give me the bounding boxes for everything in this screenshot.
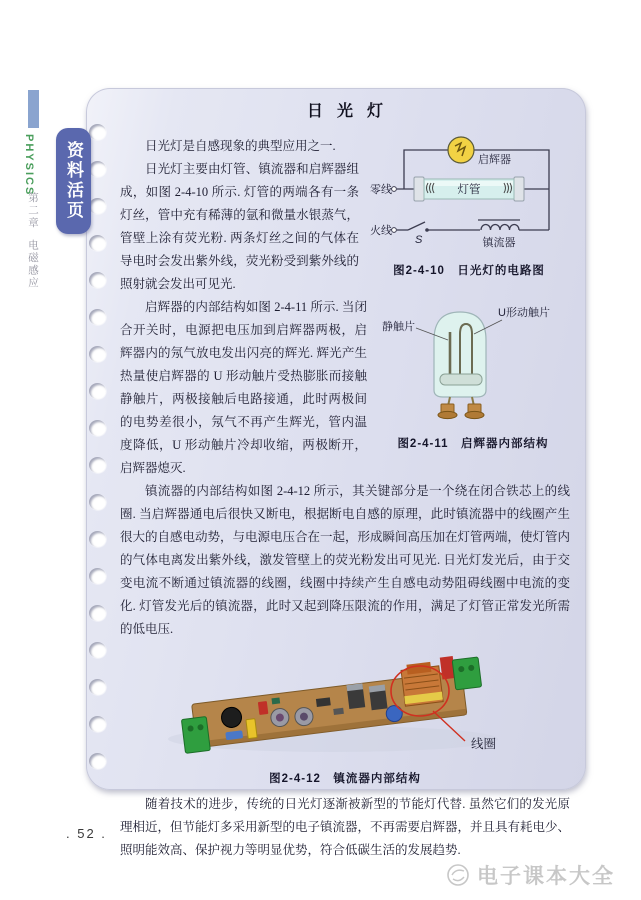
binder-hole [89, 753, 106, 769]
left-pin-base [438, 411, 457, 418]
figure-caption-starter: 图2-4-11 启辉器内部结构 [397, 438, 549, 450]
binder-hole [89, 568, 106, 584]
figure-ballast-structure [153, 647, 537, 791]
ballast-coil-symbol [481, 225, 519, 231]
tube-right-cap [514, 177, 524, 201]
sidebar-blue-bar [28, 90, 39, 128]
moving-contact-label: U形动触片 [498, 307, 550, 319]
material-page-tab [56, 128, 91, 234]
paragraph-energy-saving: 随着技术的进步，传统的日光灯逐渐被新型的节能灯代替. 虽然它们的发光原理相近，但节能灯多采用新型的电子镇流器，不再需要启辉器，并且具有耗电少、照明能效高、保护视力等明显优势，符合低碳生活的发展趋势. [120, 797, 571, 857]
left-terminal-block [181, 717, 210, 754]
yellow-capacitor [246, 719, 257, 739]
figure-circuit-diagram [368, 135, 570, 283]
watermark-text: 电子课本大全 [477, 865, 615, 888]
coil-label: 线圈 [471, 737, 497, 751]
small-part [271, 697, 280, 704]
binder-hole [89, 531, 106, 547]
site-watermark [445, 860, 615, 890]
page-content [120, 94, 570, 862]
chapter-title: 电磁感应 [27, 239, 39, 290]
binder-hole [89, 235, 106, 251]
tube-label: 灯管 [457, 184, 481, 196]
binder-hole [89, 679, 106, 695]
ballast-pcb-photo [153, 647, 537, 759]
paragraph-starter: 启辉器的内部结构如图 2-4-11 所示. 当闭合开关时，电源把电压加到启辉器两极，启辉器内的氖气放电发出闪亮的辉光. 辉光产生热量使启辉器的 U 形动触片受热膨胀而接触静触片，两极接触后电路接通，此时两极间的电势差很小，氖气不再产生辉光，管内温度降低，U 形动触片冷却收缩，两极断开，启辉器熄灭. [120, 300, 367, 475]
page-title: 日光灯 [306, 103, 397, 120]
binder-hole [89, 457, 106, 473]
binder-hole [89, 161, 106, 177]
binder-hole [89, 716, 106, 732]
binder-hole [89, 346, 106, 362]
starter-label: 启辉器 [478, 154, 511, 166]
live-wire-label: 火线 [370, 225, 392, 237]
switch-contact [425, 228, 429, 232]
material-page-tab-label: 资料活页 [64, 141, 83, 221]
paragraph-ballast: 镇流器的内部结构如图 2-4-12 所示，其关键部分是一个绕在闭合铁芯上的线圈. 当启辉器通电后很快又断电，根据断电自感的原理，此时镇流器中的线圈产生很大的自感电动势，与电源电压合在一起，形成瞬间高压加在灯管两端，使灯管内的气体电离发出紫外线，激发管壁上的荧光粉发出可见光. 日光灯发光后，由于交变电流不断通过镇流器的线圈，线圈中持续产生自感电动势阻碍线圈中电流的变化. 灯管发光后的镇流器，此时又起到降压限流的作用，满足了灯管正常发光所需的低电压. [120, 484, 571, 636]
chapter-label [26, 192, 41, 290]
watermark-logo-icon [445, 862, 471, 888]
tube-left-cap [414, 177, 424, 201]
static-contact-label: 静触片 [382, 321, 415, 333]
small-part [316, 697, 331, 707]
chapter-number: 第二章 [27, 192, 39, 230]
series-label: PHYSICS [23, 134, 35, 197]
neutral-wire-label: 零线 [370, 184, 392, 196]
binder-holes [89, 124, 106, 769]
figure-starter-structure [376, 300, 570, 456]
small-part [333, 708, 344, 715]
paragraph-intro: 日光灯是自感现象的典型应用之一. [145, 139, 336, 153]
live-terminal [392, 228, 397, 233]
binder-hole [89, 383, 106, 399]
binder-hole [89, 494, 106, 510]
binder-hole [89, 272, 106, 288]
electrode-base-band [440, 374, 482, 385]
figure-caption-ballast: 图2-4-12 镇流器内部结构 [269, 773, 421, 785]
circuit-diagram-drawing [368, 135, 570, 251]
binder-hole [89, 198, 106, 214]
binder-hole [89, 124, 106, 140]
binder-hole [89, 309, 106, 325]
red-component [258, 701, 269, 715]
figure-caption-circuit: 图2-4-10 日光灯的电路图 [393, 265, 545, 277]
page-number: . 52 . [66, 826, 107, 841]
neutral-terminal [392, 187, 397, 192]
right-terminal-block [452, 657, 481, 690]
starter-structure-drawing [376, 300, 570, 424]
ballast-label: 镇流器 [482, 237, 516, 249]
right-pin-base [465, 411, 484, 418]
binder-hole [89, 605, 106, 621]
switch-label: S [415, 234, 423, 246]
binder-hole [89, 420, 106, 436]
binder-hole [89, 642, 106, 658]
paragraph-tube: 日光灯主要由灯管、镇流器和启辉器组成，如图 2-4-10 所示. 灯管的两端各有一条灯丝，管中充有稀薄的氩和微量水银蒸气，管壁上涂有荧光粉. 两条灯丝之间的气体在导电时会发出紫外线，荧光粉受到紫外线的照射就会发出可见光. [120, 162, 359, 291]
